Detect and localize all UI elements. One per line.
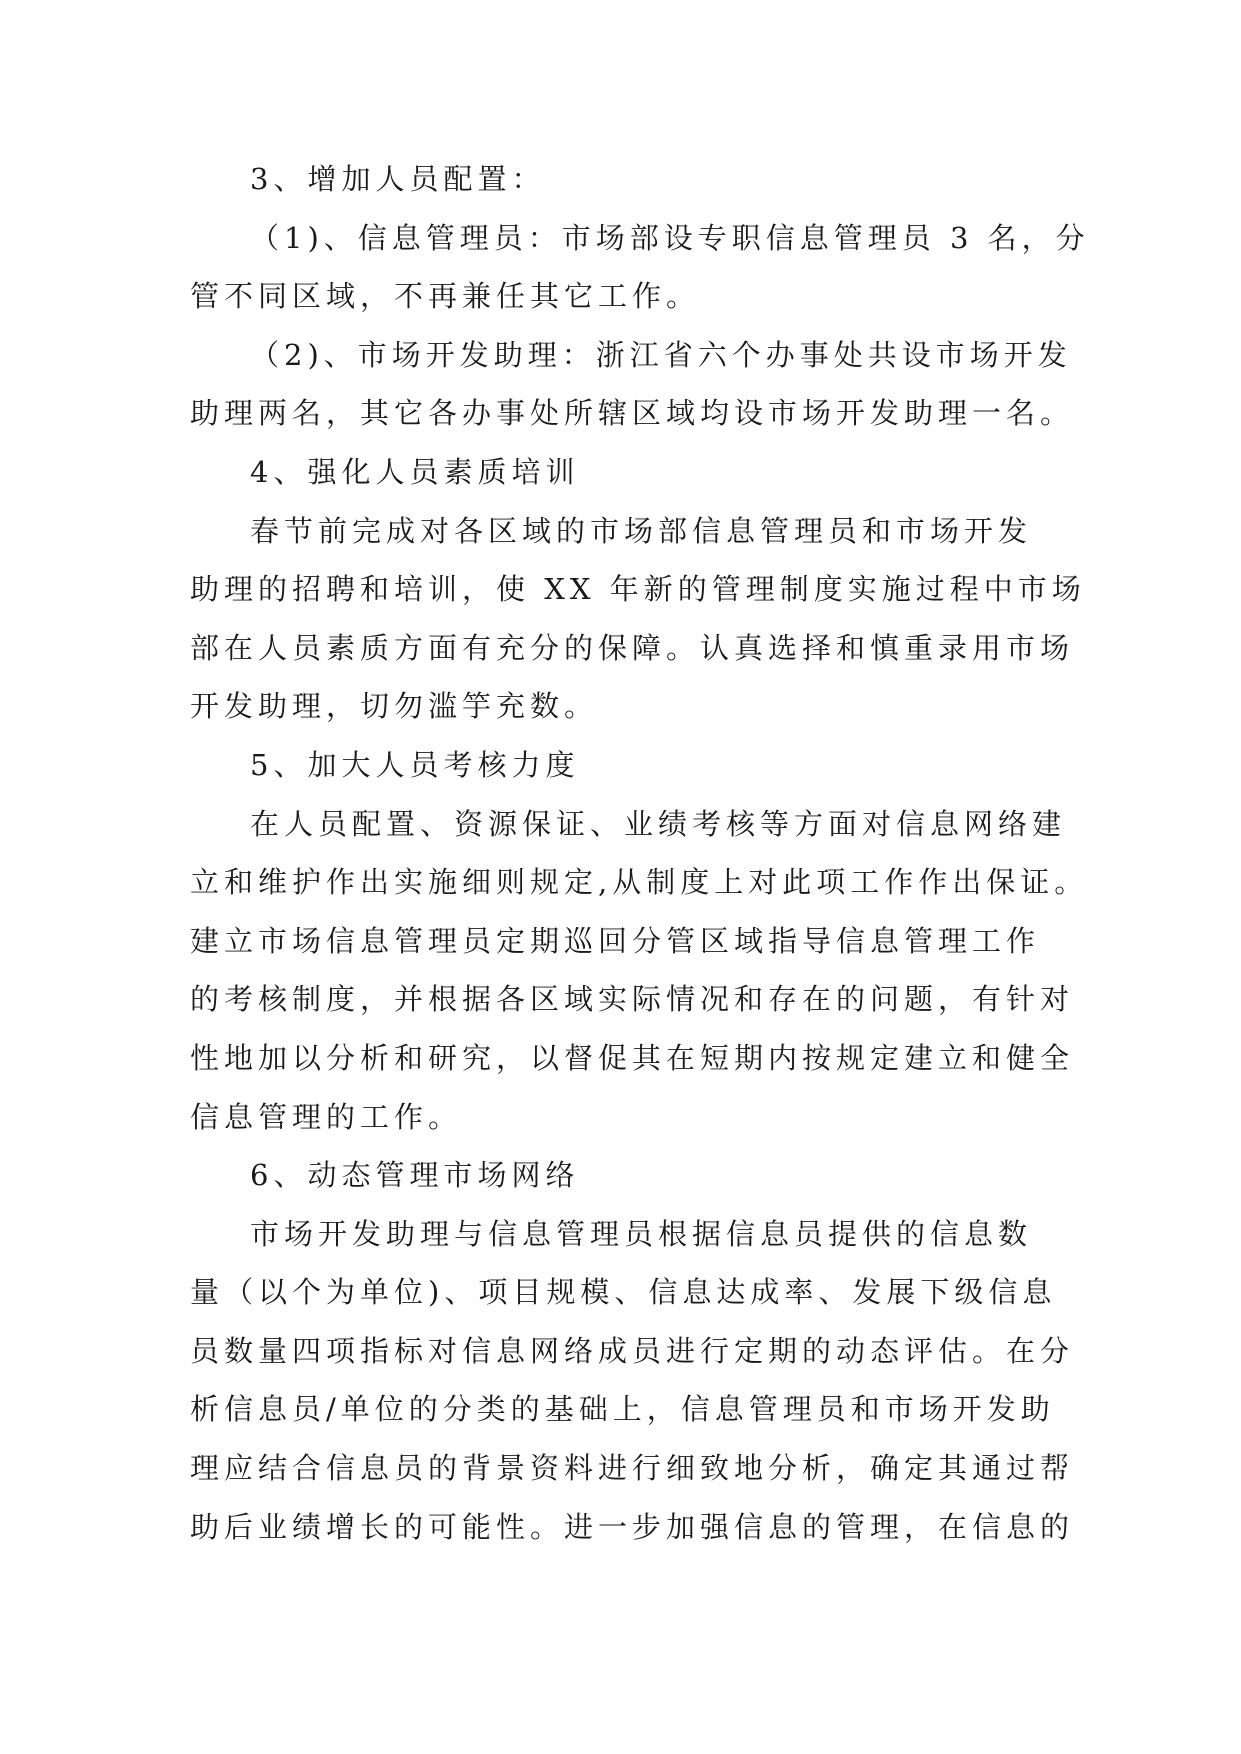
paragraph-line: 理应结合信息员的背景资料进行细致地分析，确定其通过帮 xyxy=(190,1451,1075,1486)
paragraph-line: 管不同区域，不再兼任其它工作。 xyxy=(190,279,701,314)
document-body xyxy=(190,150,1090,1556)
paragraph-line: 市场开发助理与信息管理员根据信息员提供的信息数 xyxy=(250,1216,1033,1251)
paragraph-line: 立和维护作出实施细则规定,从制度上对此项工作作出保证。 xyxy=(190,865,1089,900)
paragraph-line: 在人员配置、资源保证、业绩考核等方面对信息网络建 xyxy=(250,806,1067,841)
paragraph-line: 春节前完成对各区域的市场部信息管理员和市场开发 xyxy=(250,513,1033,548)
section-heading-4: 4、强化人员素质培训 xyxy=(250,454,580,489)
paragraph-line: 的考核制度，并根据各区域实际情况和存在的问题，有针对 xyxy=(190,982,1075,1017)
paragraph-line: 部在人员素质方面有充分的保障。认真选择和慎重录用市场 xyxy=(190,630,1075,665)
paragraph-line: （2)、市场开发助理：浙江省六个办事处共设市场开发 xyxy=(250,337,1072,372)
section-heading-3: 3、增加人员配置： xyxy=(250,162,546,196)
section-heading-5: 5、加大人员考核力度 xyxy=(250,747,580,782)
paragraph-line: 建立市场信息管理员定期巡回分管区域指导信息管理工作 xyxy=(190,923,1041,958)
paragraph-line: 助后业绩增长的可能性。进一步加强信息的管理，在信息的 xyxy=(190,1509,1075,1544)
paragraph-line: 信息管理的工作。 xyxy=(190,1099,463,1134)
paragraph-line: （1)、信息管理员：市场部设专职信息管理员 3 名，分 xyxy=(250,220,1090,255)
paragraph-line: 员数量四项指标对信息网络成员进行定期的动态评估。在分 xyxy=(190,1333,1075,1368)
paragraph-line: 析信息员/单位的分类的基础上，信息管理员和市场开发助 xyxy=(190,1392,1055,1427)
paragraph-line: 开发助理，切勿滥竽充数。 xyxy=(190,689,599,724)
paragraph-line: 助理的招聘和培训，使 XX 年新的管理制度实施过程中市场 xyxy=(190,572,1086,607)
section-heading-6: 6、动态管理市场网络 xyxy=(250,1158,580,1193)
paragraph-line: 性地加以分析和研究，以督促其在短期内按规定建立和健全 xyxy=(190,1040,1075,1075)
paragraph-line: 助理两名，其它各办事处所辖区域均设市场开发助理一名。 xyxy=(190,396,1075,431)
paragraph-line: 量（以个为单位)、项目规模、信息达成率、发展下级信息 xyxy=(190,1275,1057,1310)
